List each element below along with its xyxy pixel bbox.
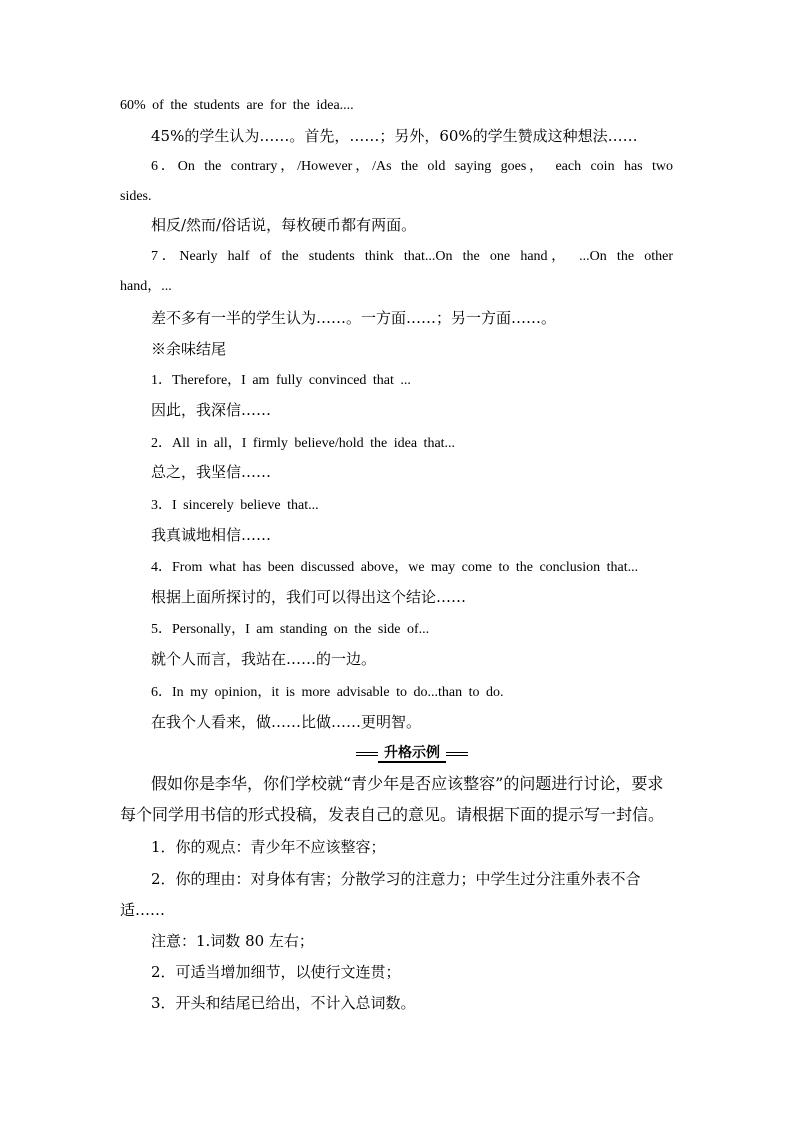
text-line: 每个同学用书信的形式投稿，发表自己的意见。请根据下面的提示写一封信。 — [120, 805, 665, 824]
heading-rule-right — [446, 752, 468, 753]
text-line: 5．Personally，I am standing on the side of... — [151, 622, 430, 637]
text-line: 假如你是李华，你们学校就“青少年是否应该整容”的问题进行讨论，要求 — [151, 774, 664, 793]
text-line: 因此，我深信…… — [151, 401, 272, 419]
text-line: 1．你的观点：青少年不应该整容； — [151, 838, 386, 856]
text-line: 根据上面所探讨的，我们可以得出这个结论…… — [151, 588, 467, 606]
text-line: 6．In my opinion，it is more advisable to do...than to do. — [151, 685, 504, 700]
text-line: 4．From what has been discussed above，we may come to the conclusion that... — [151, 560, 639, 575]
text-line: hand，... — [120, 279, 172, 294]
text-line: 注意：1.词数 80 左右； — [151, 932, 314, 950]
text-line: 3．I sincerely believe that... — [151, 498, 319, 513]
text-line: 45%的学生认为……。首先，……；另外，60%的学生赞成这种想法…… — [151, 127, 638, 145]
text-line: sides. — [120, 189, 152, 204]
text-line: 1．Therefore，I am fully convinced that ... — [151, 373, 411, 388]
text-line: 2．你的理由：对身体有害；分散学习的注意力；中学生过分注重外表不合 — [151, 870, 641, 888]
text-line: 差不多有一半的学生认为……。一方面……；另一方面……。 — [151, 309, 557, 327]
text-line: 我真诚地相信…… — [151, 526, 272, 544]
heading-label: 升格示例 — [378, 743, 446, 763]
text-line: 2．All in all，I firmly believe/hold the idea that... — [151, 436, 456, 451]
section-heading: ※余味结尾 — [151, 340, 227, 358]
text-line: 3．开头和结尾已给出，不计入总词数。 — [151, 994, 416, 1012]
text-line: 2．可适当增加细节，以使行文连贯； — [151, 963, 401, 981]
upgrade-example-heading — [356, 743, 468, 763]
text-line: 60% of the students are for the idea.... — [120, 98, 354, 113]
text-line: 总之，我坚信…… — [151, 463, 272, 481]
text-line: 适…… — [120, 901, 166, 919]
text-line: 6．On the contrary，/However，/As the old saying goes， each coin has two — [151, 159, 673, 174]
heading-rule-left — [356, 752, 378, 753]
text-line: 就个人而言，我站在……的一边。 — [151, 650, 377, 668]
text-line: 在我个人看来，做……比做……更明智。 — [151, 713, 422, 731]
heading-rule-left-2 — [356, 755, 378, 756]
heading-rule-right-2 — [446, 755, 468, 756]
text-line: 7．Nearly half of the students think that...On the one hand， ...On the other — [151, 249, 673, 264]
text-line: 相反/然而/俗话说，每枚硬币都有两面。 — [151, 216, 417, 234]
